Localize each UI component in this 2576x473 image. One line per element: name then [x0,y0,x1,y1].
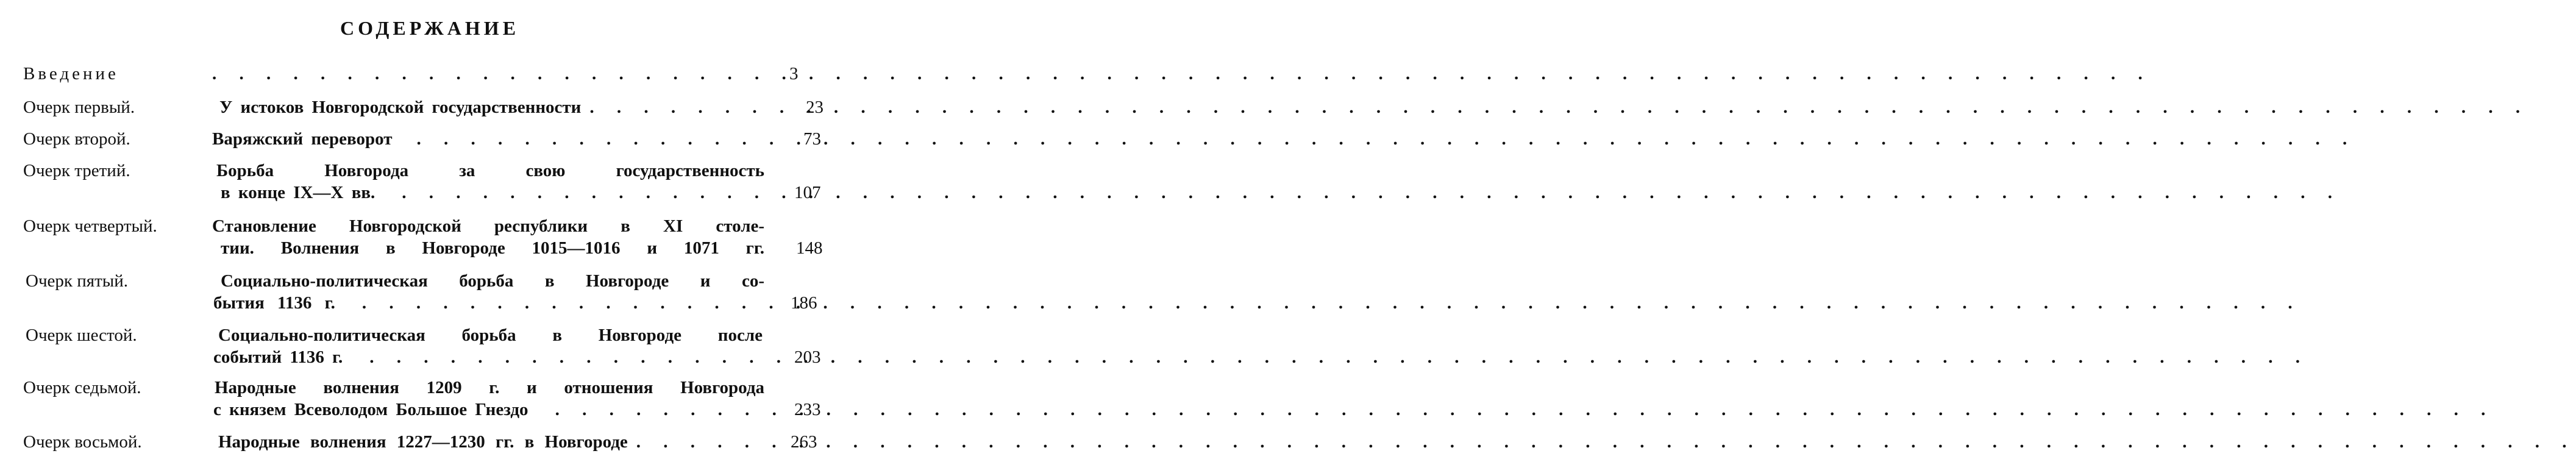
toc-entry-page: 263 [791,432,817,452]
toc-entry-line [218,431,764,453]
toc-entry-line [212,63,764,85]
dot-leader [362,292,2302,314]
toc-entry-page: 73 [803,129,821,149]
toc-entry-label: Очерк четвертый. [23,216,157,236]
toc-entry-label: Введение [23,64,119,84]
toc-entry-title-line-1: Становление Новгородской республики в XI столе- [212,216,764,236]
toc-entry-page: 233 [794,400,821,419]
contents-page [0,0,824,473]
toc-entry-line [213,346,764,368]
toc-entry-label: Очерк второй. [23,129,130,149]
toc-entry-title-line-2: бытия 1136 г. [213,293,335,313]
dot-leader [555,399,2495,421]
toc-entry-title-line-1: Социально-политическая борьба в Новгороде и со- [221,271,764,291]
dot-leader [416,128,2356,150]
toc-entry-label: Очерк третий. [23,161,130,180]
toc-entry-page: 3 [789,64,799,84]
toc-entry-title-line-2: событий 1136 г. [213,347,343,367]
toc-entry-page: 203 [794,347,821,367]
toc-entry-label: Очерк шестой. [26,325,137,345]
toc-entry-title: Народные волнения 1227—1230 гг. в Новгороде [218,432,628,452]
toc-entry-line [221,182,764,204]
dot-leader [212,63,2152,85]
toc-entry-title-line-1: Народные волнения 1209 г. и отношения Новгорода [215,378,764,397]
toc-entry-line [213,292,764,314]
toc-entry-label: Очерк восьмой. [23,432,142,452]
toc-entry-title-line-2: в конце IX—X вв. [221,183,375,202]
toc-entry-title-line-1: Социально-политическая борьба в Новгороде после [218,325,763,345]
toc-entry-title-line-2: тии. Волнения в Новгороде 1015—1016 и 1071 гг. [221,238,764,258]
dot-leader [589,96,2529,118]
toc-entry-title: Варяжский переворот [212,129,393,149]
toc-entry-label: Очерк седьмой. [23,378,141,397]
dot-leader [369,346,2309,368]
dot-leader [636,431,2576,453]
contents-title: СОДЕРЖАНИЕ [340,17,520,39]
toc-entry-line [213,399,764,421]
toc-entry-page: 23 [806,98,824,117]
toc-entry-title-line-2: с князем Всеволодом Большое Гнездо [213,400,528,419]
toc-entry-line [219,96,764,118]
toc-entry-page: 186 [791,293,817,313]
toc-entry-page: 148 [796,238,823,258]
toc-entry-line [212,128,764,150]
toc-entry-page: 107 [794,183,821,202]
toc-entry-label: Очерк первый. [23,98,135,117]
toc-entry-label: Очерк пятый. [26,271,129,291]
dot-leader [402,182,2341,204]
toc-entry-title-line-1: Борьба Новгорода за свою государственность [216,161,764,180]
toc-entry-title: У истоков Новгородской государственности [219,98,582,117]
